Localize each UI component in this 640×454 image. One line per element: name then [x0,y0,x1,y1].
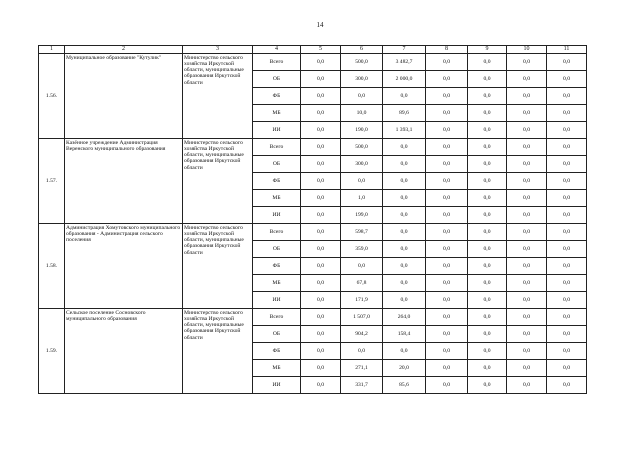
value-cell: 0,0 [468,309,507,326]
funding-source: ОБ [253,326,301,343]
value-cell: 0,0 [468,139,507,156]
value-cell: 0,0 [547,275,587,292]
value-cell: 3 482,7 [383,54,426,71]
column-header: 11 [547,46,587,54]
value-cell: 0,0 [301,360,341,377]
value-cell: 0,0 [426,122,468,139]
value-cell: 0,0 [547,258,587,275]
value-cell: 1 393,1 [383,122,426,139]
column-header: 7 [383,46,426,54]
value-cell: 0,0 [426,292,468,309]
value-cell: 0,0 [468,377,507,394]
value-cell: 89,6 [383,105,426,122]
value-cell: 0,0 [547,241,587,258]
entry-number: 1.56. [39,54,65,139]
funding-source: ИИ [253,207,301,224]
value-cell: 0,0 [301,173,341,190]
value-cell: 0,0 [426,309,468,326]
value-cell: 0,0 [426,224,468,241]
value-cell: 0,0 [383,343,426,360]
value-cell: 0,0 [301,377,341,394]
value-cell: 0,0 [301,105,341,122]
value-cell: 0,0 [468,71,507,88]
value-cell: 190,0 [341,122,383,139]
funding-source: Всего [253,309,301,326]
funding-source: МБ [253,360,301,377]
value-cell: 359,0 [341,241,383,258]
funding-source: ФБ [253,343,301,360]
value-cell: 0,0 [341,258,383,275]
value-cell: 0,0 [547,343,587,360]
value-cell: 0,0 [468,292,507,309]
value-cell: 0,0 [547,224,587,241]
value-cell: 0,0 [547,292,587,309]
value-cell: 300,0 [341,71,383,88]
value-cell: 0,0 [383,207,426,224]
value-cell: 0,0 [383,292,426,309]
funding-source: ФБ [253,258,301,275]
funding-source: ФБ [253,88,301,105]
organization-name: Казённое учреждение Администрация Веренского муниципального образования [65,139,183,224]
column-header: 5 [301,46,341,54]
value-cell: 0,0 [301,309,341,326]
value-cell: 0,0 [383,173,426,190]
table-row [39,139,587,156]
value-cell: 1 507,0 [341,309,383,326]
value-cell: 0,0 [547,139,587,156]
value-cell: 0,0 [507,241,547,258]
organization-name: Муниципальное образование "Кутулик" [65,54,183,139]
column-header: 4 [253,46,301,54]
value-cell: 0,0 [547,173,587,190]
value-cell: 500,0 [341,54,383,71]
value-cell: 0,0 [426,343,468,360]
funding-source: МБ [253,105,301,122]
value-cell: 0,0 [426,377,468,394]
value-cell: 0,0 [547,54,587,71]
value-cell: 0,0 [426,156,468,173]
page-number: 14 [316,21,324,29]
value-cell: 0,0 [426,105,468,122]
value-cell: 0,0 [507,173,547,190]
value-cell: 0,0 [301,343,341,360]
column-header: 8 [426,46,468,54]
value-cell: 0,0 [301,292,341,309]
funding-source: ОБ [253,156,301,173]
value-cell: 0,0 [468,241,507,258]
value-cell: 0,0 [383,224,426,241]
funding-source: Всего [253,224,301,241]
value-cell: 0,0 [426,139,468,156]
value-cell: 0,0 [301,224,341,241]
responsible-ministry: Министерство сельского хозяйства Иркутской области, муниципальные образования Иркутской области [183,139,253,224]
responsible-ministry: Министерство сельского хозяйства Иркутской области, муниципальные образования Иркутской области [183,54,253,139]
value-cell: 0,0 [341,343,383,360]
value-cell: 0,0 [426,275,468,292]
column-header: 10 [507,46,547,54]
value-cell: 0,0 [301,326,341,343]
column-header: 1 [39,46,65,54]
value-cell: 0,0 [507,224,547,241]
value-cell: 0,0 [507,360,547,377]
value-cell: 300,0 [341,156,383,173]
value-cell: 0,0 [383,258,426,275]
value-cell: 0,0 [383,156,426,173]
value-cell: 0,0 [507,88,547,105]
value-cell: 0,0 [426,88,468,105]
value-cell: 0,0 [468,343,507,360]
funding-source: ИИ [253,122,301,139]
value-cell: 158,4 [383,326,426,343]
value-cell: 0,0 [426,326,468,343]
value-cell: 171,9 [341,292,383,309]
value-cell: 0,0 [426,190,468,207]
value-cell: 0,0 [547,88,587,105]
value-cell: 0,0 [507,326,547,343]
value-cell: 0,0 [468,54,507,71]
value-cell: 0,0 [547,190,587,207]
entry-number: 1.59. [39,309,65,394]
value-cell: 0,0 [301,54,341,71]
organization-name: Администрация Хомутовского муниципального образования - Администрация сельского поселения [65,224,183,309]
value-cell: 0,0 [468,173,507,190]
value-cell: 20,0 [383,360,426,377]
funding-source: МБ [253,275,301,292]
value-cell: 0,0 [507,292,547,309]
value-cell: 0,0 [547,309,587,326]
value-cell: 0,0 [507,156,547,173]
value-cell: 0,0 [426,258,468,275]
value-cell: 0,0 [547,122,587,139]
value-cell: 0,0 [507,139,547,156]
funding-source: ОБ [253,71,301,88]
value-cell: 0,0 [383,139,426,156]
value-cell: 0,0 [468,105,507,122]
value-cell: 0,0 [507,71,547,88]
value-cell: 0,0 [507,122,547,139]
value-cell: 904,2 [341,326,383,343]
funding-source: ФБ [253,173,301,190]
value-cell: 0,0 [547,377,587,394]
responsible-ministry: Министерство сельского хозяйства Иркутской области, муниципальные образования Иркутской области [183,224,253,309]
value-cell: 0,0 [507,275,547,292]
value-cell: 0,0 [426,173,468,190]
value-cell: 0,0 [301,207,341,224]
value-cell: 0,0 [301,122,341,139]
value-cell: 0,0 [301,258,341,275]
value-cell: 0,0 [301,241,341,258]
value-cell: 598,7 [341,224,383,241]
value-cell: 0,0 [383,190,426,207]
funding-source: ИИ [253,377,301,394]
value-cell: 0,0 [547,156,587,173]
column-number-row [39,46,587,54]
value-cell: 0,0 [301,71,341,88]
responsible-ministry: Министерство сельского хозяйства Иркутской области, муниципальные образования Иркутской области [183,309,253,394]
value-cell: 0,0 [426,54,468,71]
value-cell: 0,0 [507,190,547,207]
value-cell: 0,0 [468,207,507,224]
value-cell: 85,6 [383,377,426,394]
value-cell: 500,0 [341,139,383,156]
value-cell: 0,0 [383,241,426,258]
value-cell: 0,0 [547,207,587,224]
value-cell: 0,0 [426,241,468,258]
value-cell: 199,0 [341,207,383,224]
value-cell: 0,0 [468,88,507,105]
value-cell: 271,1 [341,360,383,377]
value-cell: 0,0 [507,207,547,224]
value-cell: 0,0 [383,88,426,105]
value-cell: 0,0 [547,105,587,122]
value-cell: 0,0 [547,326,587,343]
value-cell: 0,0 [468,122,507,139]
value-cell: 0,0 [301,275,341,292]
entry-number: 1.57. [39,139,65,224]
value-cell: 0,0 [507,377,547,394]
value-cell: 0,0 [468,326,507,343]
value-cell: 0,0 [507,105,547,122]
value-cell: 0,0 [507,258,547,275]
value-cell: 0,0 [383,275,426,292]
table-row [39,309,587,326]
value-cell: 0,0 [301,139,341,156]
value-cell: 0,0 [468,156,507,173]
budget-table [38,45,587,394]
value-cell: 10,0 [341,105,383,122]
value-cell: 0,0 [426,360,468,377]
column-header: 6 [341,46,383,54]
value-cell: 2 000,0 [383,71,426,88]
value-cell: 0,0 [301,88,341,105]
organization-name: Сельское поселение Сосновского муниципального образования [65,309,183,394]
value-cell: 1,0 [341,190,383,207]
value-cell: 0,0 [301,190,341,207]
entry-number: 1.58. [39,224,65,309]
value-cell: 0,0 [468,275,507,292]
value-cell: 0,0 [468,360,507,377]
funding-source: Всего [253,139,301,156]
value-cell: 264,0 [383,309,426,326]
table-row [39,54,587,71]
value-cell: 0,0 [547,71,587,88]
value-cell: 0,0 [426,71,468,88]
value-cell: 0,0 [426,207,468,224]
funding-source: ОБ [253,241,301,258]
column-header: 9 [468,46,507,54]
value-cell: 0,0 [507,343,547,360]
value-cell: 67,8 [341,275,383,292]
value-cell: 0,0 [341,173,383,190]
value-cell: 0,0 [341,88,383,105]
value-cell: 331,7 [341,377,383,394]
funding-source: Всего [253,54,301,71]
column-header: 3 [183,46,253,54]
value-cell: 0,0 [507,54,547,71]
value-cell: 0,0 [301,156,341,173]
value-cell: 0,0 [507,309,547,326]
funding-source: МБ [253,190,301,207]
value-cell: 0,0 [547,360,587,377]
funding-source: ИИ [253,292,301,309]
value-cell: 0,0 [468,258,507,275]
column-header: 2 [65,46,183,54]
value-cell: 0,0 [468,224,507,241]
value-cell: 0,0 [468,190,507,207]
table-row [39,224,587,241]
